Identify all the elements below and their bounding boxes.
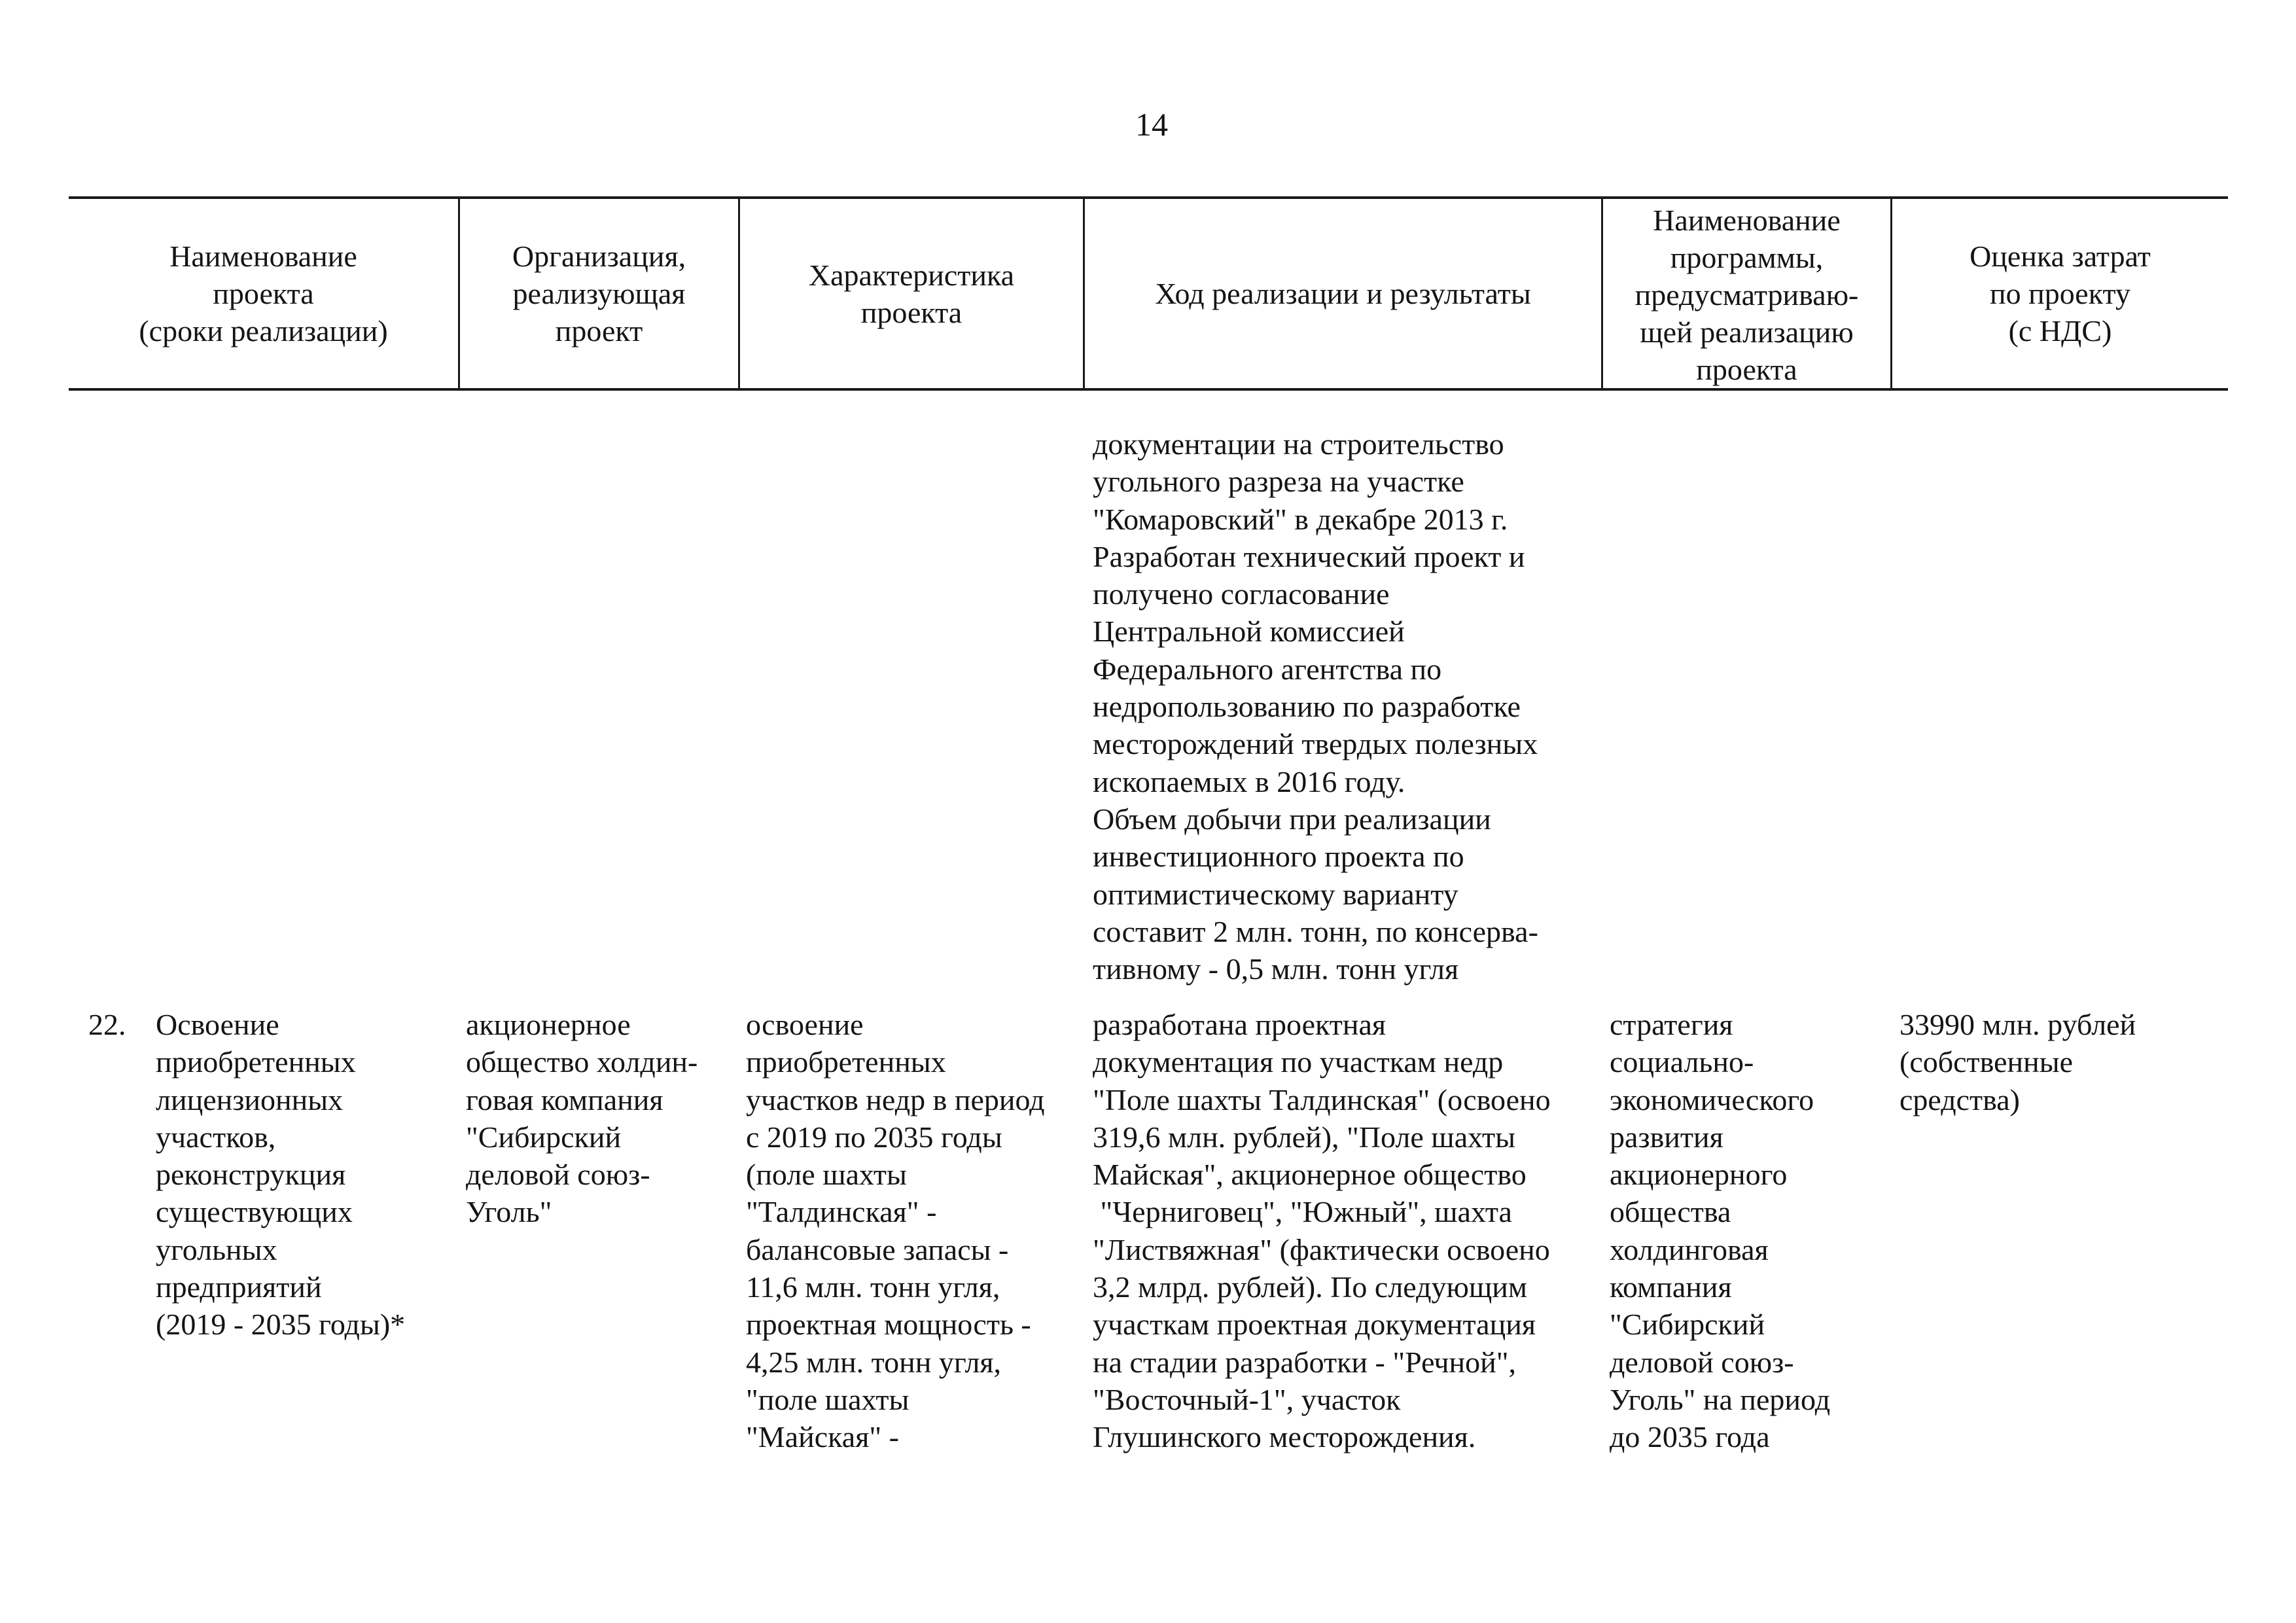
- header-cost: [1892, 199, 2228, 388]
- row-program: стратегия социально- экономического развития акционерного общества холдинговая компания "Сибирский деловой союз- Уголь" на период до 2035 года: [1610, 1008, 1831, 1454]
- row-characteristic: освоение приобретенных участков недр в период с 2019 по 2035 годы (поле шахты "Талдинская" - балансовые запасы - 11,6 млн. тонн угля, проектная мощность - 4,25 млн. тонн угля, "поле шахты "Майская" -: [746, 1008, 1045, 1454]
- header-progress-text: Ход реализации и результаты: [1155, 277, 1531, 310]
- header-progress: [1085, 199, 1601, 388]
- header-program: [1603, 199, 1890, 388]
- header-characteristic-text: Характеристика проекта: [808, 258, 1015, 329]
- row-project-name: Освоение приобретенных лицензионных участков, реконструкция существующих угольных предприятий (2019 - 2035 годы)*: [156, 1008, 406, 1342]
- header-cost-text: Оценка затрат по проекту (с НДС): [1969, 240, 2151, 348]
- header-characteristic: [740, 199, 1083, 388]
- header-organization-text: Организация, реализующая проект: [512, 240, 686, 348]
- row-progress: разработана проектная документация по участкам недр "Поле шахты Талдинская" (освоено 319,6 млн. рублей), "Поле шахты Майская", акционерное общество "Черниговец", "Южный", шахта "Листвяжная" (фактически освоено 3,2 млрд. рублей). По следующим участкам проектная документация на стадии разработки - "Речной", "Восточный-1", участок Глушинского месторождения.: [1093, 1008, 1551, 1454]
- row-cost: 33990 млн. рублей (собственные средства): [1899, 1008, 2136, 1116]
- row-organization: акционерное общество холдин- говая компания "Сибирский деловой союз- Уголь": [466, 1008, 698, 1229]
- page-number: 14: [1135, 106, 1168, 143]
- table-header-bottom-rule: [69, 388, 2228, 391]
- header-program-text: Наименование программы, предусматриваю- щей реализацию проекта: [1634, 204, 1859, 386]
- header-project-name: [69, 199, 458, 388]
- row-number: 22.: [88, 1008, 126, 1041]
- header-project-name-text: Наименование проекта (сроки реализации): [139, 240, 388, 348]
- continued-progress-text: документации на строительство угольного разреза на участке "Комаровский" в декабре 2013 г. Разработан технический проект и получено согласование Центральной комиссией Федерального агентства по недропользованию по разработке месторождений твердых полезных ископаемых в 2016 году. Объем добычи при реализации инвестиционного проекта по оптимистическому варианту составит 2 млн. тонн, по консерва- тивному - 0,5 млн. тонн угля: [1093, 427, 1538, 986]
- header-organization: [460, 199, 738, 388]
